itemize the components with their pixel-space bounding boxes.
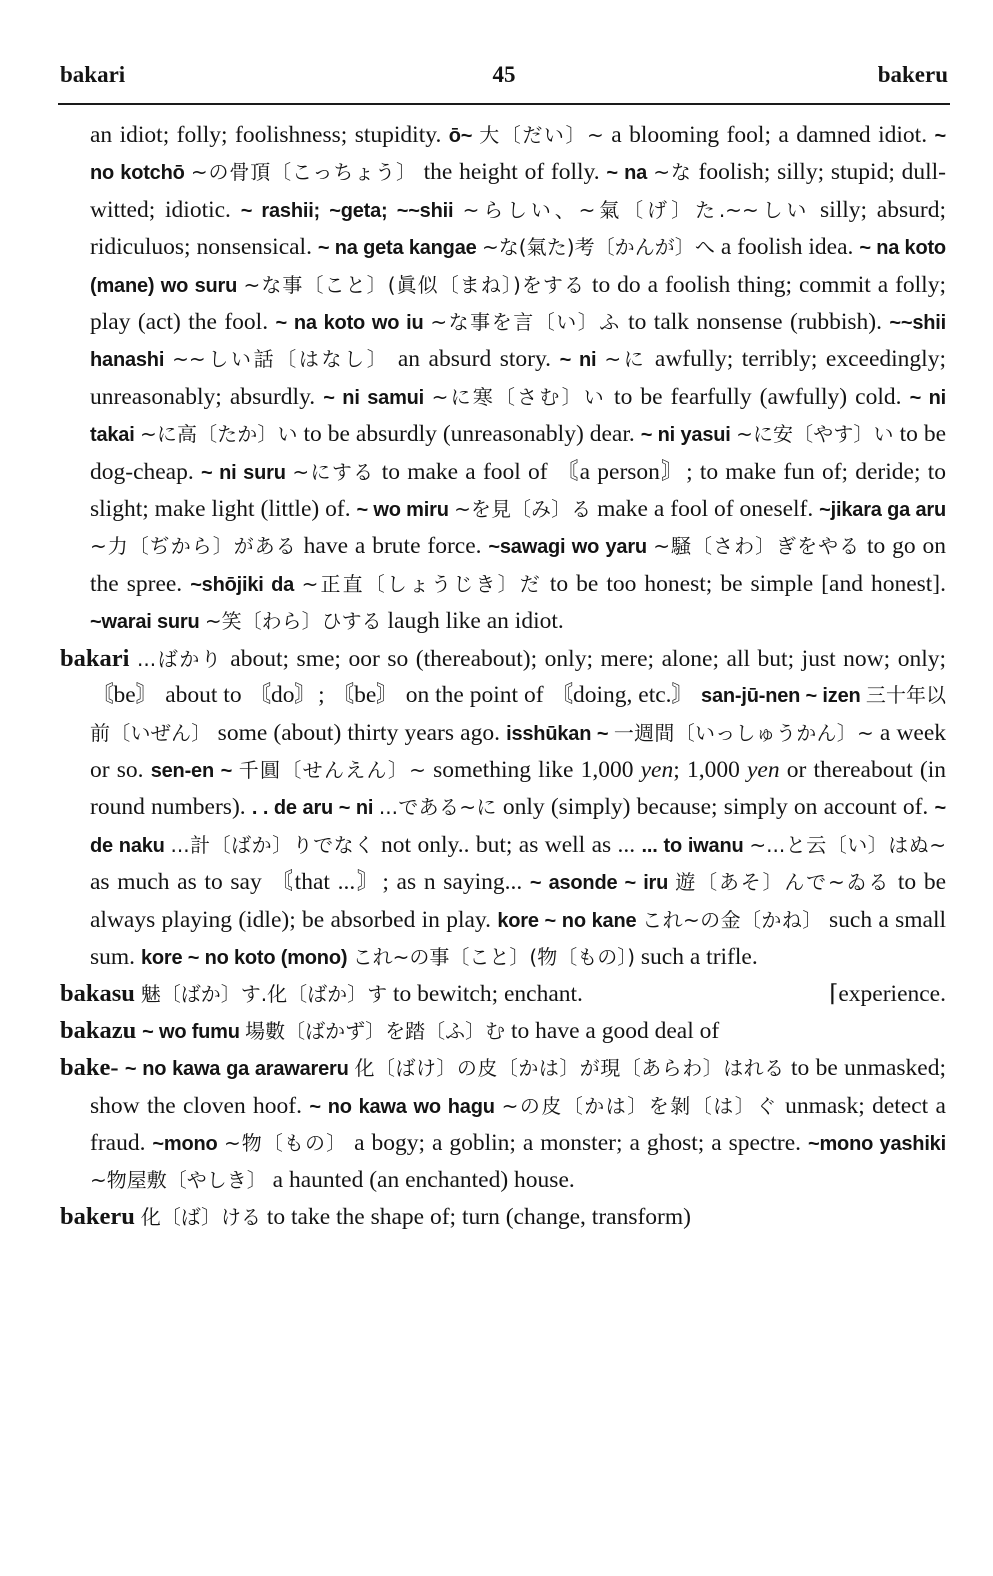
japanese-text: ~騒〔さわ〕ぎをやる — [653, 534, 861, 559]
page-header — [60, 62, 948, 94]
definition-text: only (simply) because; simply on account of. — [496, 794, 935, 821]
headword: bakeru — [60, 1202, 135, 1230]
definition-text: something like 1,000 — [425, 756, 641, 783]
japanese-text: ...計〔ばか〕りでなく — [170, 832, 375, 857]
romaji-phrase: ō~ — [448, 125, 480, 147]
definition-text: some (about) thirty years ago. — [211, 719, 507, 746]
romaji-phrase: ~ ni — [559, 349, 605, 372]
japanese-text: 千圓〔せんえん〕~ — [238, 757, 426, 782]
definition-text: about; sme; oor so (thereabout); only; mere; alone; all but; just now; only; 〘be〙 about to 〘do〙; 〘be〙 on the point of 〘doing, etc.〙 — [90, 645, 947, 709]
japanese-text: ~に寒〔さむ〕い — [431, 384, 606, 409]
japanese-text: ~力〔ぢから〕がある — [90, 534, 297, 559]
dictionary-entry — [60, 1013, 946, 1050]
definition-text: awfully; terribly; exceedingly; unreasonably; absurdly. — [90, 346, 946, 410]
definition-text: to make a fool of 〘a person〙; to make fun of; deride; to slight; make light (little) of. — [90, 458, 946, 523]
japanese-text: 遊〔あそ〕んで~ゐる — [675, 870, 891, 895]
dictionary-entry — [60, 1050, 946, 1199]
definition-text: to talk nonsense (rubbish). — [620, 309, 890, 336]
japanese-text: ~な事を言〔い〕ふ — [430, 310, 621, 335]
romaji-phrase: ~shōjiki da — [190, 573, 302, 596]
japanese-text: ~な事〔こと〕(眞似〔まね〕)をする — [243, 272, 586, 297]
definition-text: to be unmasked; show the cloven hoof. — [90, 1055, 946, 1119]
japanese-text: 化〔ば〕ける — [140, 1204, 261, 1229]
header-rule — [58, 103, 950, 105]
definition-text: silly; absurd; ridiculuos; nonsensical. — [90, 196, 946, 261]
japanese-text: 大〔だい〕~ — [479, 123, 604, 147]
japanese-text: 一週間〔いっしゅうかん〕~ — [613, 720, 874, 745]
romaji-phrase: ~sawagi wo yaru — [488, 536, 654, 559]
japanese-text: ~...と云〔い〕はぬ~ — [749, 832, 946, 857]
romaji-phrase: ~warai suru — [90, 611, 205, 634]
romaji-phrase: ~ na geta kangae — [317, 237, 482, 260]
definition-text: to have a good deal of — [505, 1017, 720, 1044]
definition-text: to go on the spree. — [90, 533, 947, 597]
japanese-text: これ~の金〔かね〕 — [642, 907, 823, 932]
page-number: 45 — [492, 62, 516, 87]
japanese-text: 場數〔ばかず〕を踏〔ふ〕む — [245, 1018, 506, 1043]
definition-text: or thereabout (in round numbers). — [90, 756, 946, 821]
definition-text: to be absurdly (unreasonably) dear. — [297, 421, 641, 448]
dictionary-entry — [60, 976, 946, 1012]
headword: bakari — [60, 644, 130, 672]
japanese-text: 化〔ばけ〕の皮〔かは〕が現〔あらわ〕はれる — [354, 1056, 785, 1081]
romaji-phrase: ~ no kawa wo hagu — [309, 1095, 502, 1118]
romaji-phrase: ~ no kawa ga arawareru — [124, 1058, 355, 1081]
definition-text: such a trifle. — [635, 943, 758, 970]
romaji-phrase: ... to iwanu — [641, 834, 750, 857]
definition-text: an absurd story. — [389, 346, 560, 373]
japanese-text: ~な(氣た)考〔かんが〕へ — [481, 235, 715, 260]
definition-text: to do a foolish thing; commit a folly; play (act) the fool. — [90, 271, 946, 336]
romaji-phrase: sen-en ~ — [150, 759, 239, 782]
romaji-phrase: kore ~ no kane — [497, 909, 643, 932]
romaji-phrase: ~ no kotchō — [90, 125, 946, 185]
definition-text: to bewitch; enchant. — [387, 981, 583, 1008]
definition-text: make a fool of oneself. — [591, 496, 820, 523]
japanese-text: ~に高〔たか〕い — [140, 422, 298, 447]
dictionary-entry — [60, 641, 946, 977]
romaji-phrase: ~ de naku — [90, 797, 946, 857]
romaji-phrase: ~ rashii; ~geta; ~~shii — [240, 199, 463, 222]
dictionary-entry — [60, 1199, 946, 1235]
header-left-guideword: bakari — [60, 62, 126, 87]
romaji-phrase: isshūkan ~ — [506, 722, 614, 745]
romaji-phrase: ~ ni takai — [90, 386, 946, 447]
definition-text: not only.. but; as well as ... — [374, 831, 642, 858]
definition-text: the height of folly. — [416, 159, 607, 186]
japanese-text: ~な — [653, 160, 692, 185]
definition-text: as much as to say 〘that ...〙; as n saying... — [90, 869, 530, 896]
japanese-text: ~笑〔わら〕ひする — [204, 609, 382, 634]
definition-text: to be always playing (idle); be absorbed in play. — [90, 869, 946, 933]
headword: bake- — [60, 1054, 119, 1082]
entry-continuation — [60, 117, 946, 641]
definition-text: a foolish idea. — [714, 234, 860, 261]
italic-text: yen — [747, 756, 780, 783]
japanese-text: ...ばかり — [136, 646, 223, 671]
japanese-text: 魅〔ばか〕す.化〔ばか〕す — [140, 982, 388, 1007]
japanese-text: ...である~に — [378, 795, 497, 820]
headword: bakasu — [60, 980, 135, 1008]
romaji-phrase: ~~shii hanashi — [90, 312, 946, 372]
definition-text: a haunted (an enchanted) house. — [266, 1167, 575, 1194]
japanese-text: ~に — [604, 347, 647, 372]
dictionary-entries — [60, 117, 946, 1235]
headword: bakazu — [60, 1016, 137, 1044]
japanese-text: ~正直〔しょうじき〕だ — [301, 571, 542, 596]
header-right-guideword: bakeru — [877, 62, 948, 87]
definition-text: laugh like an idiot. — [381, 608, 564, 635]
romaji-phrase: ~ wo miru — [356, 499, 455, 522]
definition-text: a week or so. — [90, 719, 947, 783]
romaji-phrase: ~ na koto wo iu — [275, 312, 431, 335]
italic-text: yen — [640, 756, 674, 783]
romaji-phrase: ~jikara ga aru — [819, 499, 946, 522]
definition-text: to be fearfully (awfully) cold. — [605, 383, 910, 410]
romaji-phrase: san-jū-nen ~ izen — [701, 685, 866, 708]
definition-text: foolish; silly; stupid; dull-witted; idiotic. — [90, 159, 946, 223]
definition-text — [129, 646, 137, 672]
japanese-text: ~に安〔やす〕い — [736, 422, 894, 447]
definition-text: to be too honest; be simple [and honest]. — [541, 570, 947, 597]
romaji-phrase: ~mono — [152, 1132, 224, 1155]
japanese-text: ~物〔もの〕 — [223, 1130, 348, 1155]
romaji-phrase: ~ asonde ~ iru — [529, 872, 676, 895]
romaji-phrase: ~ ni samui — [323, 386, 432, 409]
japanese-text: ~らしい、~氣〔げ〕た.~~しい — [462, 197, 811, 222]
romaji-phrase: ~ na koto (mane) wo suru — [90, 237, 946, 297]
japanese-text: ~の骨頂〔こっちょう〕 — [190, 160, 417, 185]
romaji-phrase: . . de aru ~ ni — [251, 797, 379, 820]
definition-text: a bogy; a goblin; a monster; a ghost; a spectre. — [347, 1129, 808, 1156]
romaji-phrase: ~ wo fumu — [142, 1020, 246, 1043]
definition-text: unmask; detect a fraud. — [90, 1092, 946, 1156]
japanese-text: ~の皮〔かは〕を剝〔は〕ぐ — [501, 1093, 778, 1118]
definition-text: a blooming fool; a damned idiot. — [603, 122, 935, 148]
romaji-phrase: ~ ni yasui — [640, 424, 737, 447]
definition-text: ; 1,000 — [673, 756, 747, 783]
romaji-phrase: ~ ni suru — [200, 461, 293, 484]
japanese-text: ~にする — [292, 459, 375, 484]
japanese-text: これ~の事〔こと〕(物〔もの〕) — [352, 944, 636, 969]
romaji-phrase: ~ na — [606, 162, 654, 185]
japanese-text: ~~しい話〔はなし〕 — [172, 347, 390, 372]
definition-text: to be dog-cheap. — [90, 421, 947, 485]
romaji-phrase: ~mono yashiki — [807, 1132, 946, 1155]
japanese-text: ~物屋敷〔やしき〕 — [90, 1168, 267, 1193]
romaji-phrase: kore ~ no koto (mono) — [140, 946, 353, 969]
definition-text: an idiot; folly; foolishness; stupidity. — [90, 122, 449, 148]
japanese-text: 三十年以前〔いぜん〕 — [90, 683, 947, 745]
definition-text: have a brute force. — [296, 533, 489, 560]
definition-text: such a small sum. — [90, 906, 947, 970]
carryover-note: ⌈experience. — [829, 981, 946, 1008]
definition-text: to take the shape of; turn (change, transform) — [260, 1203, 691, 1230]
japanese-text: ~を見〔み〕る — [454, 497, 592, 522]
